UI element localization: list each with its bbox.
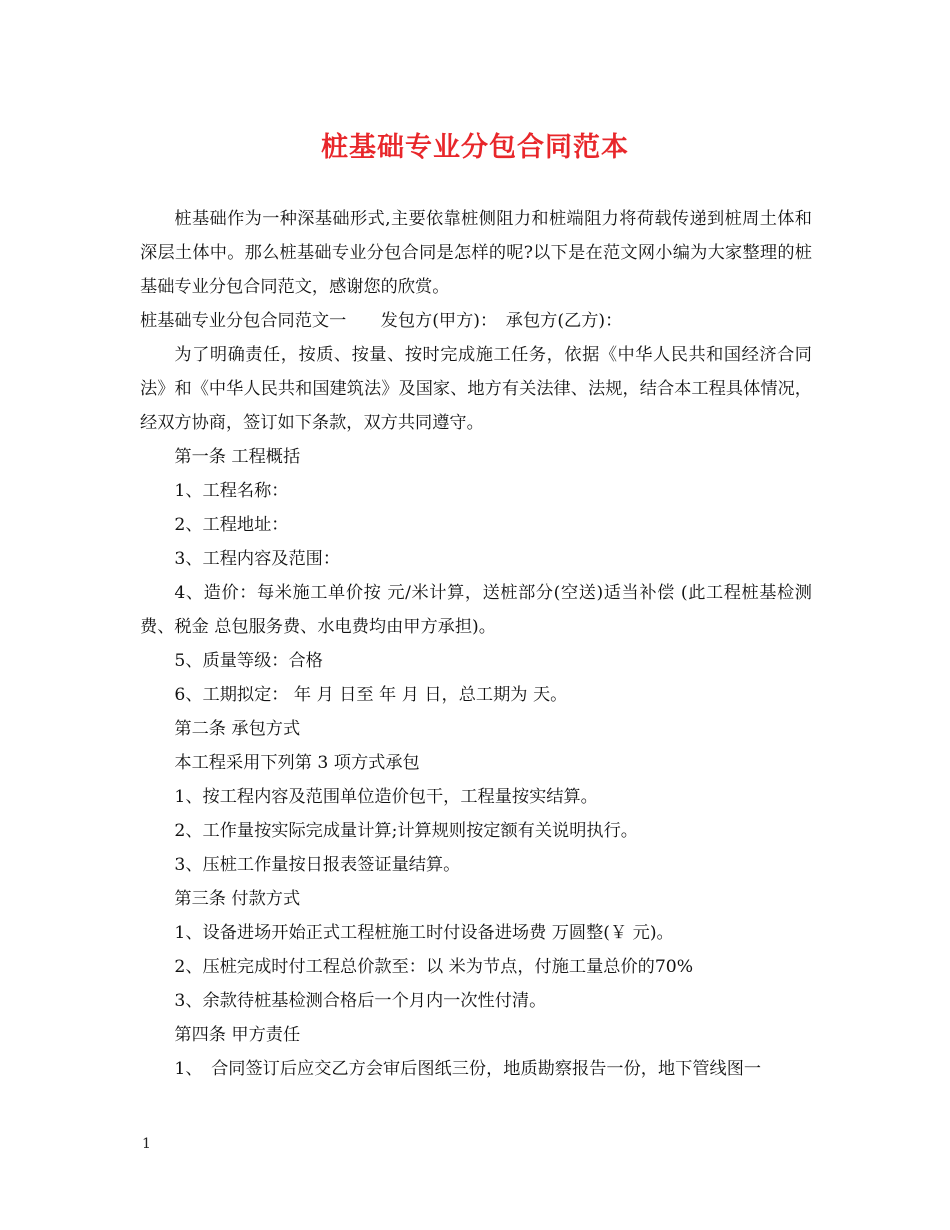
list-item: 1、 合同签订后应交乙方会审后图纸三份，地质勘察报告一份，地下管线图一 [174, 1059, 762, 1079]
list-item: 2、工程地址： [174, 515, 289, 535]
article-1-heading: 第一条 工程概括 [174, 447, 301, 467]
list-item: 1、设备进场开始正式工程桩施工时付设备进场费 万圆整(￥ 元)。 [174, 923, 674, 943]
paragraph: 本工程采用下列第 3 项方式承包 [174, 753, 420, 773]
article-4-heading: 第四条 甲方责任 [174, 1025, 301, 1045]
document-body [140, 202, 812, 1086]
list-item: 3、工程内容及范围： [174, 549, 341, 569]
list-item: 1、按工程内容及范围单位造价包干，工程量按实结算。 [174, 787, 598, 807]
list-item: 3、余款待桩基检测合格后一个月内一次性付清。 [174, 991, 547, 1011]
list-item: 2、工作量按实际完成量计算;计算规则按定额有关说明执行。 [174, 821, 638, 841]
list-item: 5、质量等级：合格 [174, 651, 323, 671]
list-item: 4、造价：每米施工单价按 元/米计算，送桩部分(空送)适当补偿 (此工程桩基检测费、税金 总包服务费、水电费均由甲方承担)。 [140, 583, 812, 637]
paragraph-contract-parties: 桩基础专业分包合同范文一 发包方(甲方)： 承包方(乙方)： [140, 311, 623, 331]
article-3-heading: 第三条 付款方式 [174, 889, 301, 909]
page-number: 1 [142, 1136, 151, 1152]
list-item: 3、压桩工作量按日报表签证量结算。 [174, 855, 461, 875]
list-item: 2、压桩完成时付工程总价款至：以 米为节点，付施工量总价的70% [174, 957, 694, 977]
document-title: 桩基础专业分包合同范本 [321, 132, 629, 163]
list-item: 1、工程名称： [174, 481, 289, 501]
article-2-heading: 第二条 承包方式 [174, 719, 301, 739]
paragraph-intro: 桩基础作为一种深基础形式,主要依靠桩侧阻力和桩端阻力将荷载传递到桩周土体和深层土体中。那么桩基础专业分包合同是怎样的呢?以下是在范文网小编为大家整理的桩基础专业分包合同范文，感谢您的欣赏。 [140, 209, 812, 297]
list-item: 6、工期拟定： 年 月 日至 年 月 日，总工期为 天。 [174, 685, 568, 705]
paragraph-preamble: 为了明确责任，按质、按量、按时完成施工任务，依据《中华人民共和国经济合同法》和《中华人民共和国建筑法》及国家、地方有关法律、法规，结合本工程具体情况，经双方协商，签订如下条款，双方共同遵守。 [140, 345, 812, 433]
